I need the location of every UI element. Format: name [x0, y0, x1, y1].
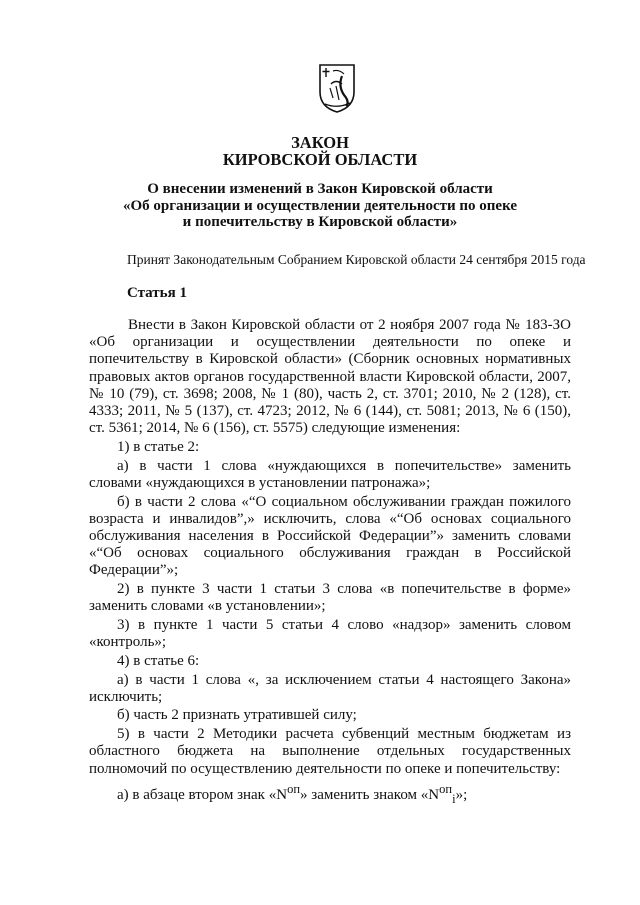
article-heading: Статья 1 [127, 285, 187, 301]
kirov-coat-of-arms-icon [317, 62, 357, 114]
symbol-superscript: оп [287, 781, 301, 796]
text-run: а) в абзаце втором знак « [117, 786, 277, 803]
region-title: КИРОВСКОЙ ОБЛАСТИ [222, 150, 418, 169]
paragraph: а) в части 1 слова «, за исключением статьи 4 настоящего Закона» исключить; [89, 671, 571, 705]
symbol-n: N [428, 786, 440, 803]
law-subtitle [0, 181, 640, 231]
symbol-n: N [276, 786, 288, 803]
paragraph: 2) в пункте 3 части 1 статьи 3 слова «в попечительстве в форме» заменить словами «в установлении»; [89, 581, 571, 615]
paragraph: Внести в Закон Кировской области от 2 ноября 2007 года № 183-ЗО «Об организации и осуществлении деятельности по опеке и попечительству в Кировской области» (Сборник основных нормативных правовых актов органов государственной власти Кировской области, 2007, № 10 (79), ст. 3698; 2008, № 1 (80), часть 2, ст. 3701; 2010, № 2 (128), ст. 4333; 2011, № 5 (137), ст. 4723; 2012, № 6 (144), ст. 5081; 2013, № 6 (150), ст. 5361; 2014, № 6 (156), ст. 5575) следующие изменения: [89, 317, 571, 437]
paragraph: б) часть 2 признать утратившей силу; [117, 707, 357, 724]
paragraph: 3) в пункте 1 части 5 статьи 4 слово «надзор» заменить словом «контроль»; [89, 616, 571, 651]
symbol-superscript: оп [439, 781, 453, 796]
paragraph: б) в части 2 слова «“О социальном обслуживании граждан пожилого возраста и инвалидов”,» исключить, слова «“Об основах социального обслуживания населения в Российской Федерации”» заменить словами «“Об основах социального обслуживания граждан в Российской Федерации”»; [89, 493, 571, 579]
subtitle-line: и попечительству в Кировской области» [182, 214, 458, 230]
paragraph: 1) в статье 2: [117, 438, 200, 455]
paragraph-symbol-change [89, 781, 571, 808]
adoption-note: Принят Законодательным Собранием Кировской области 24 сентября 2015 года [127, 252, 586, 267]
text-run: »; [455, 786, 468, 803]
symbol-subscript: i [452, 791, 456, 806]
paragraph: 4) в статье 6: [117, 652, 200, 669]
law-title: ЗАКОН [291, 133, 349, 152]
paragraph: а) в части 1 слова «нуждающихся в попечительстве» заменить словами «нуждающихся в установлении патронажа»; [89, 457, 571, 491]
subtitle-line: «Об организации и осуществлении деятельности по опеке [122, 197, 517, 214]
paragraph: 5) в части 2 Методики расчета субвенций местным бюджетам из областного бюджета на выполнение отдельных государственных полномочий по осуществлению деятельности по опеке и попечительству: [89, 726, 571, 777]
text-run: » заменить знаком « [300, 786, 429, 803]
subtitle-line: О внесении изменений в Закон Кировской области [147, 181, 493, 197]
article-body [89, 317, 571, 809]
